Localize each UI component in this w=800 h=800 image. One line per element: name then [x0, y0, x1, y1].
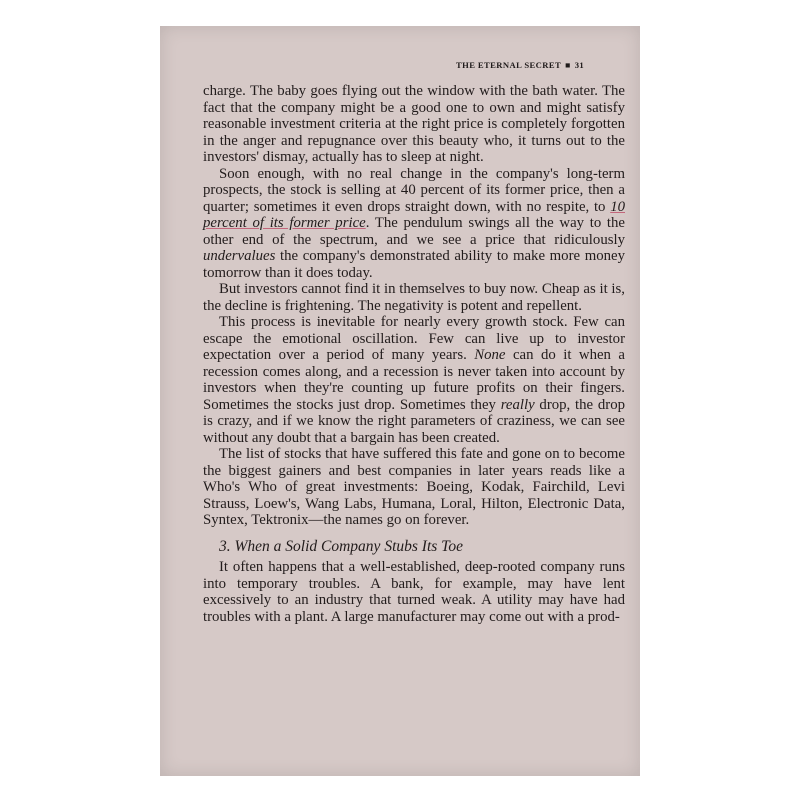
running-header [456, 60, 584, 70]
p4-text-b: can do it when a recession comes along, and a recession is never taken into account by investors when they're counting up future profits on their fingers. Sometimes the stocks just drop. Sometimes they [203, 347, 625, 413]
p3-text: But investors cannot find it in themselves to buy now. Cheap as it is, the decline is frightening. The negativity is potent and repellent. [203, 281, 625, 314]
paragraph-2 [203, 166, 625, 282]
p2-text-a: Soon enough, with no real change in the company's long-term prospects, the stock is selling at 40 percent of its former price, then a quarter; sometimes it even drops straight down, with no respite, to [203, 165, 625, 215]
page-body [203, 83, 625, 625]
book-page-photo [160, 26, 640, 776]
p5-text: The list of stocks that have suffered this fate and gone on to become the biggest gainers and best companies in later years reads like a Who's Who of great investments: Boeing, Kodak, Fairchild, Levi Strauss, Loew's, Wang Labs, Humana, Loral, Hilton, Electronic Data, Syntex, Tektronix—the names go on forever. [203, 446, 625, 528]
p4-text-a: This process is inevitable for nearly every growth stock. Few can escape the emotional oscillation. Few can live up to investor expectation over a period of many years. [203, 314, 625, 363]
p2-text-c: the company's demonstrated ability to make more money tomorrow than it does today. [203, 248, 625, 281]
p4-text-c: drop, the drop is crazy, and if we know the right parameters of craziness, we can see without any doubt that a bargain has been created. [203, 396, 625, 446]
p2-emph-underlined: 10 percent of its former price [203, 198, 625, 231]
paragraph-1 [203, 83, 625, 166]
p4-emph-none: None [474, 347, 506, 363]
p4-emph-really: really [500, 396, 535, 413]
page-number: 31 [574, 60, 585, 70]
p1-text: charge. The baby goes flying out the window with the bath water. The fact that the company might be a good one to own and might satisfy reasonable investment criteria at the right price is completely forgotten in the anger and repugnance over this beauty who, it turns out to the investors' dismay, actually has to sleep at night. [203, 83, 625, 165]
header-separator: ■ [565, 60, 571, 70]
p6-text: It often happens that a well-established, deep-rooted company runs into temporary troubles. A bank, for example, may have lent excessively to an industry that turned weak. A utility may have had troubles with a plant. A large manufacturer may come out with a prod- [203, 559, 625, 625]
paragraph-5 [203, 446, 625, 529]
p2-emph: undervalues [203, 248, 276, 264]
p2-text-b: . The pendulum swings all the way to the other end of the spectrum, and we see a price that ridiculously [203, 215, 625, 248]
paragraph-4 [203, 314, 625, 446]
section-heading: 3. When a Solid Company Stubs Its Toe [219, 537, 463, 555]
paragraph-3 [203, 281, 625, 314]
paragraph-6 [203, 559, 625, 625]
header-title: THE ETERNAL SECRET [456, 60, 562, 70]
